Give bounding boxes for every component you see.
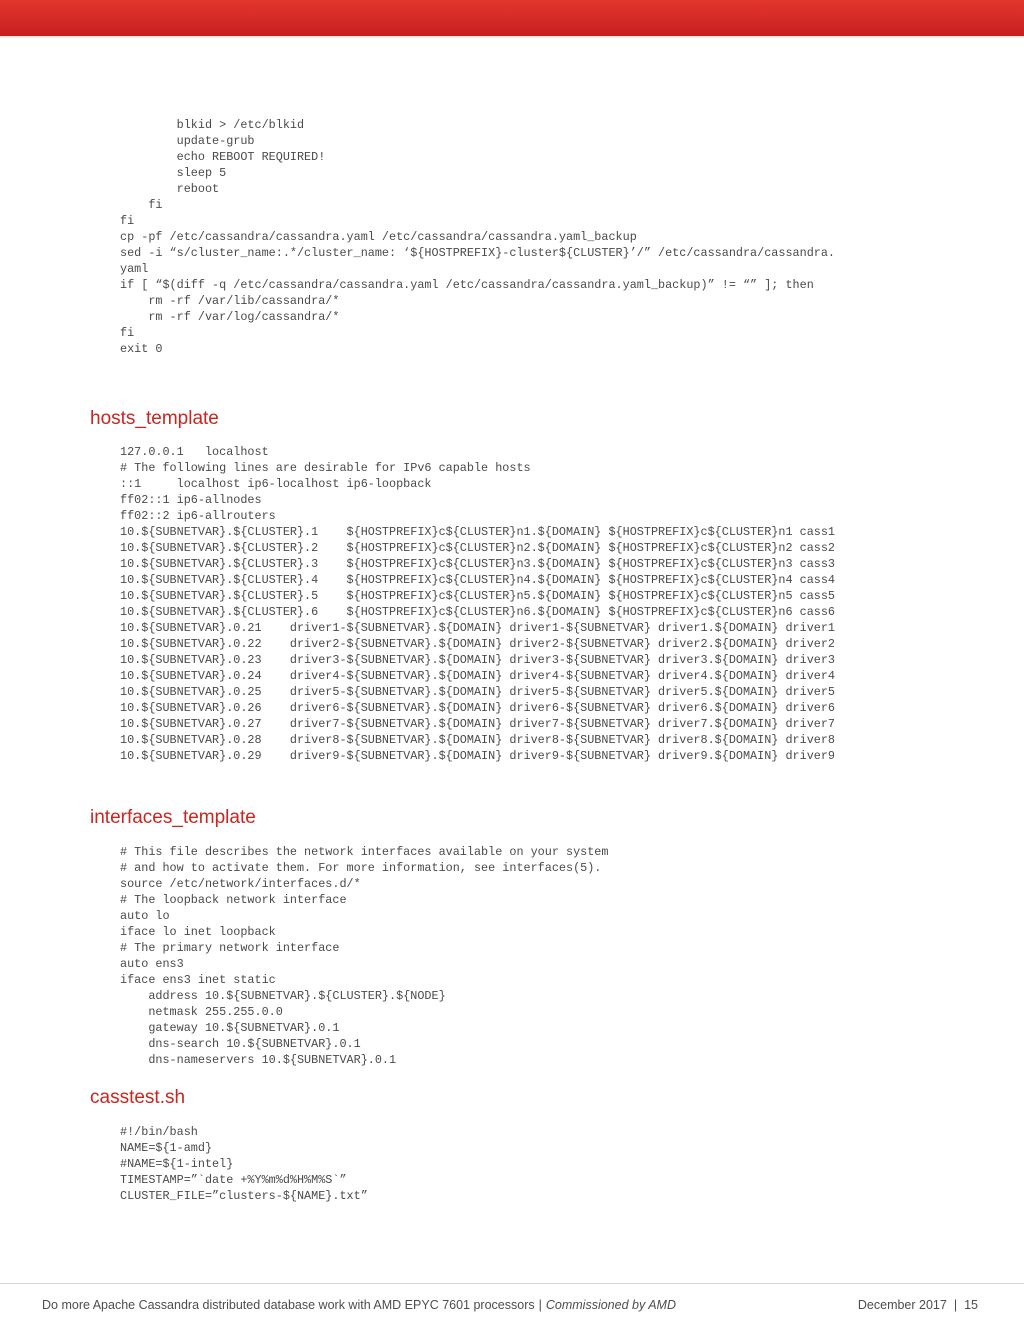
code-line: # The loopback network interface — [120, 893, 347, 907]
code-line: # This file describes the network interfaces available on your system — [120, 845, 609, 859]
code-line: fi — [120, 198, 163, 212]
footer-commission: Commissioned by AMD — [545, 1298, 676, 1312]
code-line: NAME=${1-amd} — [120, 1141, 213, 1155]
code-line: # The primary network interface — [120, 941, 340, 955]
code-line: TIMESTAMP=”`date +%Y%m%d%H%M%S`” — [120, 1173, 347, 1187]
section-heading-interfaces-template: interfaces_template — [90, 807, 256, 828]
script-tail-code — [120, 117, 835, 357]
footer-report-title: Do more Apache Cassandra distributed database work with AMD EPYC 7601 processors — [42, 1298, 535, 1312]
code-line: dns-search 10.${SUBNETVAR}.0.1 — [120, 1037, 361, 1051]
code-line: ::1 localhost ip6-localhost ip6-loopback — [120, 477, 432, 491]
code-line: #!/bin/bash — [120, 1125, 198, 1139]
code-line: iface lo inet loopback — [120, 925, 276, 939]
code-line: 10.${SUBNETVAR}.0.27 driver7-${SUBNETVAR}.${DOMAIN} driver7-${SUBNETVAR} driver7.${DOMAIN} driver7 — [120, 717, 836, 731]
code-line: 10.${SUBNETVAR}.0.25 driver5-${SUBNETVAR}.${DOMAIN} driver5-${SUBNETVAR} driver5.${DOMAIN} driver5 — [120, 685, 836, 699]
code-line: 10.${SUBNETVAR}.0.29 driver9-${SUBNETVAR}.${DOMAIN} driver9-${SUBNETVAR} driver9.${DOMAIN} driver9 — [120, 749, 836, 763]
code-line: gateway 10.${SUBNETVAR}.0.1 — [120, 1021, 340, 1035]
footer-title — [42, 1297, 676, 1313]
code-line: 10.${SUBNETVAR}.${CLUSTER}.1 ${HOSTPREFIX}c${CLUSTER}n1.${DOMAIN} ${HOSTPREFIX}c${CLUSTER}n1 cass1 — [120, 525, 836, 539]
code-line: if [ “$(diff -q /etc/cassandra/cassandra.yaml /etc/cassandra/cassandra.yaml_backup)” != “” ]; then — [120, 278, 814, 292]
code-line: 10.${SUBNETVAR}.${CLUSTER}.3 ${HOSTPREFIX}c${CLUSTER}n3.${DOMAIN} ${HOSTPREFIX}c${CLUSTER}n3 cass3 — [120, 557, 836, 571]
code-line: dns-nameservers 10.${SUBNETVAR}.0.1 — [120, 1053, 397, 1067]
code-line: source /etc/network/interfaces.d/* — [120, 877, 361, 891]
code-line: fi — [120, 214, 135, 228]
code-line: 10.${SUBNETVAR}.${CLUSTER}.5 ${HOSTPREFIX}c${CLUSTER}n5.${DOMAIN} ${HOSTPREFIX}c${CLUSTER}n5 cass5 — [120, 589, 836, 603]
code-line: sed -i “s/cluster_name:.*/cluster_name: ‘${HOSTPREFIX}-cluster${CLUSTER}’/” /etc/cassandra/cassandra. — [120, 246, 836, 260]
code-line: ff02::1 ip6-allnodes — [120, 493, 262, 507]
top-banner — [0, 0, 1024, 36]
interfaces-template-code — [120, 844, 608, 1068]
code-line: CLUSTER_FILE=”clusters-${NAME}.txt” — [120, 1189, 368, 1203]
code-line: address 10.${SUBNETVAR}.${CLUSTER}.${NODE} — [120, 989, 446, 1003]
code-line: #NAME=${1-intel} — [120, 1157, 234, 1171]
code-line: yaml — [120, 262, 149, 276]
code-line: # and how to activate them. For more information, see interfaces(5). — [120, 861, 602, 875]
footer-divider — [0, 1283, 1024, 1284]
code-line: 10.${SUBNETVAR}.0.22 driver2-${SUBNETVAR}.${DOMAIN} driver2-${SUBNETVAR} driver2.${DOMAIN} driver2 — [120, 637, 836, 651]
code-line: fi — [120, 326, 135, 340]
code-line: iface ens3 inet static — [120, 973, 276, 987]
code-line: 10.${SUBNETVAR}.0.21 driver1-${SUBNETVAR}.${DOMAIN} driver1-${SUBNETVAR} driver1.${DOMAIN} driver1 — [120, 621, 836, 635]
code-line: 127.0.0.1 localhost — [120, 445, 269, 459]
top-banner-shadow — [0, 36, 1024, 39]
code-line: cp -pf /etc/cassandra/cassandra.yaml /etc/cassandra/cassandra.yaml_backup — [120, 230, 637, 244]
footer-title-separator: | — [538, 1298, 542, 1312]
code-line: 10.${SUBNETVAR}.0.26 driver6-${SUBNETVAR}.${DOMAIN} driver6-${SUBNETVAR} driver6.${DOMAIN} driver6 — [120, 701, 836, 715]
code-line: sleep 5 — [120, 166, 227, 180]
code-line: 10.${SUBNETVAR}.${CLUSTER}.2 ${HOSTPREFIX}c${CLUSTER}n2.${DOMAIN} ${HOSTPREFIX}c${CLUSTER}n2 cass2 — [120, 541, 836, 555]
hosts-template-code — [120, 444, 835, 764]
section-heading-hosts-template: hosts_template — [90, 408, 219, 429]
code-line: 10.${SUBNETVAR}.0.23 driver3-${SUBNETVAR}.${DOMAIN} driver3-${SUBNETVAR} driver3.${DOMAIN} driver3 — [120, 653, 836, 667]
code-line: reboot — [120, 182, 220, 196]
code-line: blkid > /etc/blkid — [120, 118, 305, 132]
page-number: 15 — [964, 1298, 978, 1312]
code-line: rm -rf /var/lib/cassandra/* — [120, 294, 340, 308]
code-line: echo REBOOT REQUIRED! — [120, 150, 326, 164]
code-line: 10.${SUBNETVAR}.${CLUSTER}.6 ${HOSTPREFIX}c${CLUSTER}n6.${DOMAIN} ${HOSTPREFIX}c${CLUSTER}n6 cass6 — [120, 605, 836, 619]
casstest-code — [120, 1124, 368, 1204]
code-line: netmask 255.255.0.0 — [120, 1005, 283, 1019]
section-heading-casstest: casstest.sh — [90, 1087, 186, 1108]
code-line: 10.${SUBNETVAR}.0.28 driver8-${SUBNETVAR}.${DOMAIN} driver8-${SUBNETVAR} driver8.${DOMAIN} driver8 — [120, 733, 836, 747]
code-line: rm -rf /var/log/cassandra/* — [120, 310, 340, 324]
code-line: update-grub — [120, 134, 255, 148]
code-line: ff02::2 ip6-allrouters — [120, 509, 276, 523]
code-line: auto ens3 — [120, 957, 184, 971]
code-line: 10.${SUBNETVAR}.0.24 driver4-${SUBNETVAR}.${DOMAIN} driver4-${SUBNETVAR} driver4.${DOMAIN} driver4 — [120, 669, 836, 683]
code-line: exit 0 — [120, 342, 163, 356]
code-line: # The following lines are desirable for IPv6 capable hosts — [120, 461, 531, 475]
footer-page-info — [858, 1297, 978, 1313]
code-line: auto lo — [120, 909, 170, 923]
footer-date: December 2017 — [857, 1298, 947, 1312]
code-line: 10.${SUBNETVAR}.${CLUSTER}.4 ${HOSTPREFIX}c${CLUSTER}n4.${DOMAIN} ${HOSTPREFIX}c${CLUSTER}n4 cass4 — [120, 573, 836, 587]
footer-page-separator: | — [953, 1298, 958, 1312]
